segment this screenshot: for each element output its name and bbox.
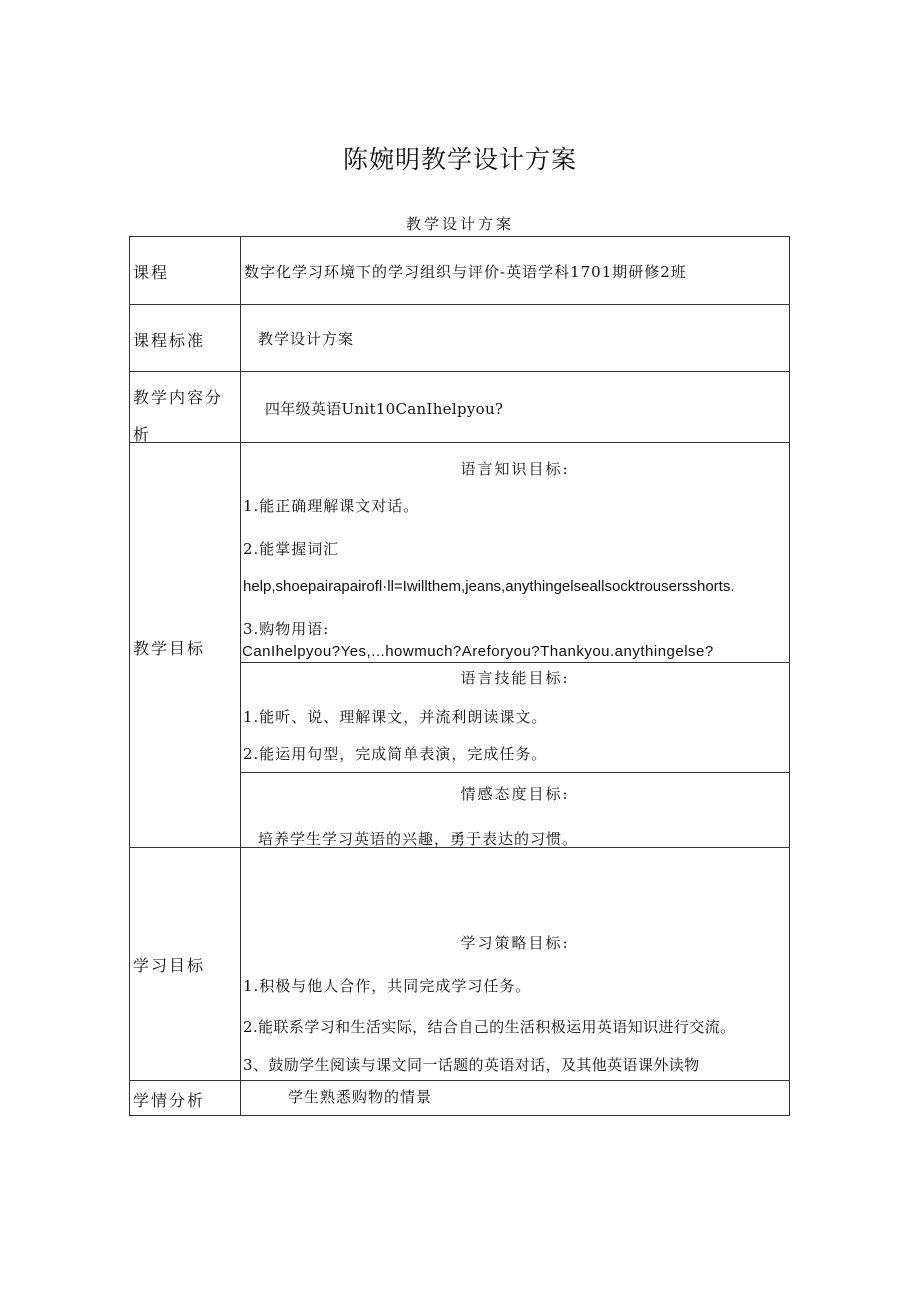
course-value: 数字化学习环境下的学习组织与评价-英语学科1701期研修2班 — [244, 263, 687, 281]
row-divider — [129, 1080, 790, 1081]
content-analysis-label-line1: 教学内容分 — [133, 388, 224, 407]
learner-analysis-value: 学生熟悉购物的情景 — [288, 1088, 433, 1106]
strategy-item-2: 2.能联系学习和生活实际，结合自己的生活积极运用英语知识进行交流。 — [243, 1018, 736, 1036]
table-border-top — [129, 236, 790, 237]
learning-goals-label: 学习目标 — [133, 956, 206, 975]
knowledge-item-1: 1.能正确理解课文对话。 — [243, 497, 420, 515]
knowledge-cutoff-line — [242, 643, 787, 662]
standard-value: 教学设计方案 — [258, 330, 355, 348]
course-label: 课程 — [133, 263, 170, 282]
content-analysis-label-line2: 析 — [133, 425, 152, 444]
knowledge-heading: 语言知识目标: — [460, 460, 570, 478]
strategy-item-3: 3、鼓励学生阅读与课文同一话题的英语对话，及其他英语课外读物 — [243, 1056, 700, 1074]
knowledge-item-2: 2.能掌握词汇 — [243, 540, 340, 558]
document-title: 陈婉明教学设计方案 — [342, 145, 577, 174]
content-analysis-value: 四年级英语Unit10CanIhelpyou? — [265, 400, 504, 418]
strategy-item-1: 1.积极与他人合作，共同完成学习任务。 — [243, 977, 532, 995]
subcell-divider — [240, 772, 790, 773]
table-caption: 教学设计方案 — [405, 215, 514, 233]
row-divider — [129, 371, 790, 372]
table-border-right — [789, 236, 790, 1116]
knowledge-cutoff-text: CanIhelpyou?Yes,...howmuch?Areforyou?Thankyou.anythingelse? — [242, 643, 714, 660]
table-border-left — [129, 236, 130, 1116]
skills-heading: 语言技能目标: — [460, 669, 570, 687]
row-divider — [129, 304, 790, 305]
learner-analysis-label: 学情分析 — [133, 1091, 206, 1110]
row-divider — [129, 442, 790, 443]
skills-item-2: 2.能运用句型，完成简单表演，完成任务。 — [243, 745, 548, 763]
subcell-divider — [240, 662, 790, 663]
teaching-goals-label: 教学目标 — [133, 639, 206, 658]
attitude-heading: 情感态度目标: — [460, 785, 570, 803]
skills-item-1: 1.能听、说、理解课文，并流利朗读课文。 — [243, 708, 548, 726]
standard-label: 课程标准 — [133, 331, 206, 350]
attitude-item-1: 培养学生学习英语的兴趣，勇于表达的习惯。 — [258, 830, 579, 848]
strategy-heading: 学习策略目标: — [460, 934, 570, 952]
knowledge-item-3: 3.购物用语: — [243, 620, 330, 638]
table-border-bottom — [129, 1115, 790, 1116]
knowledge-vocabulary: help,shoepairapairofl·ll=Iwillthem,jeans,anythingelseallsocktrousersshorts. — [243, 578, 735, 595]
